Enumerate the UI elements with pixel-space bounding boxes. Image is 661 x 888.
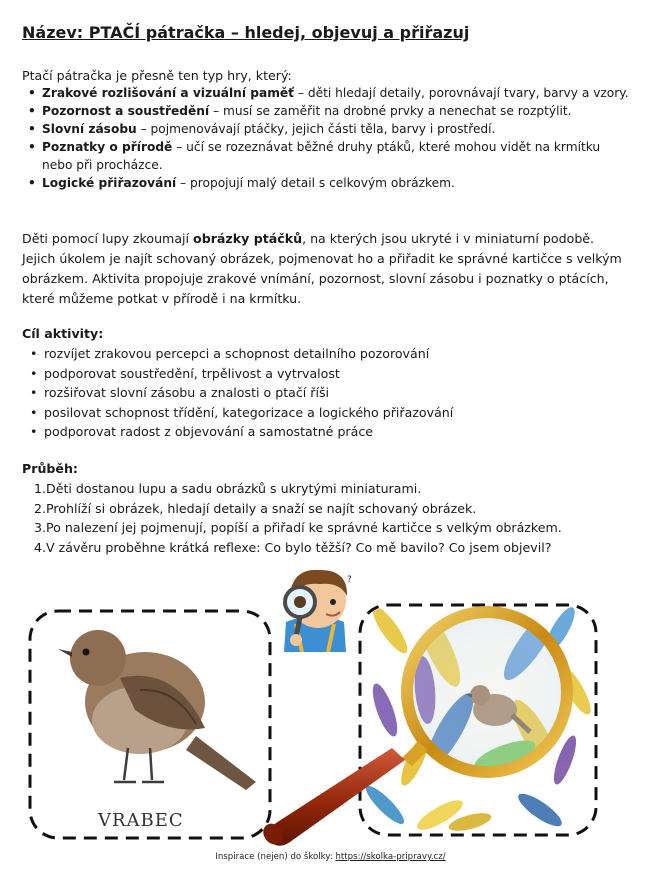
list-item: • rozvíjet zrakovou percepci a schopnost detailního pozorování	[44, 344, 634, 364]
bird-card	[30, 611, 270, 838]
goals-list	[22, 344, 634, 442]
list-item: • Logické přiřazování – propojují malý detail s celkovým obrázkem.	[42, 174, 632, 192]
boy-with-magnifier-picture	[284, 570, 352, 652]
card-label: Vrabec	[98, 810, 184, 831]
svg-text:?: ?	[347, 575, 352, 585]
skills-list	[22, 84, 632, 192]
list-item: • rozšiřovat slovní zásobu a znalosti o ptačí říši	[44, 383, 634, 403]
goals-heading: Cíl aktivity:	[22, 326, 104, 341]
activity-illustration	[0, 560, 661, 850]
footer	[0, 852, 661, 862]
list-item: 1.Děti dostanou lupu a sadu obrázků s ukrytými miniaturami.	[34, 481, 422, 496]
steps-heading: Průběh:	[22, 461, 78, 476]
list-item: • Poznatky o přírodě – učí se rozeznávat běžné druhy ptáků, které mohou vidět na krmítku nebo při procházce.	[42, 138, 632, 174]
footer-text: Inspirace (nejen) do školky:	[215, 852, 336, 862]
list-item: 4.V závěru proběhne krátká reflexe: Co bylo těžší? Co mě bavilo? Co jsem objevil?	[34, 539, 552, 555]
list-item: • Pozornost a soustředění – musí se zaměřit na drobné prvky a nenechat se rozptýlit.	[42, 102, 632, 120]
list-item: • podporovat soustředění, trpělivost a vytrvalost	[44, 364, 634, 384]
footer-link[interactable]: https://skolka-pripravy.cz/	[335, 852, 446, 862]
intro-text: Ptačí pátračka je přesně ten typ hry, který:	[22, 68, 292, 83]
list-item: • Slovní zásobu – pojmenovávají ptáčky, jejich části těla, barvy i prostředí.	[42, 120, 632, 138]
list-item: • Zrakové rozlišování a vizuální paměť – děti hledají detaily, porovnávají tvary, barvy a vzory.	[42, 84, 632, 102]
steps-list	[22, 479, 622, 557]
list-item: 2.Prohlíží si obrázek, hledají detaily a snaží se najít schovaný obrázek.	[34, 500, 477, 516]
description-paragraph: Děti pomocí lupy zkoumají obrázky ptáčků, na kterých jsou ukryté i v miniaturní podobě. Jejich úkolem je najít schovaný obrázek, pojmenovat ho a přiřadit ke správné kartičce s velkým obrázkem. Aktivita propojuje zrakové vnímání, pozornost, slovní zásobu i poznatky o ptácích, které můžeme potkat v přírodě i na krmítku.	[22, 231, 622, 306]
page-title: Název: PTAČÍ pátračka – hledej, objevuj a přiřazuj	[22, 23, 470, 42]
list-item: 3.Po nalezení jej pojmenují, popíší a přiřadí ke správné kartičce s velkým obrázkem.	[34, 520, 562, 535]
list-item: • podporovat radost z objevování a samostatné práce	[44, 422, 634, 442]
list-item: • posilovat schopnost třídění, kategorizace a logického přiřazování	[44, 403, 634, 423]
